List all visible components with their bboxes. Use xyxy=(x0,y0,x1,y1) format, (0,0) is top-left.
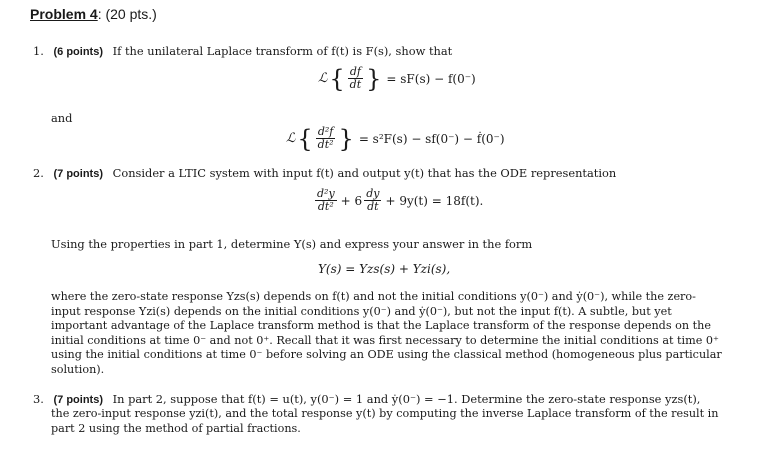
q1-equation-1 xyxy=(318,66,476,91)
eq1-rhs: = sF(s) − f(0⁻) xyxy=(386,71,476,86)
ode-rest: + 9y(t) = 18f(t). xyxy=(385,193,484,208)
frac-den: dt xyxy=(367,200,379,213)
brace-right-1: } xyxy=(366,64,382,93)
q2-text-line: input response Yzi(s) depends on the initial conditions y(0⁻) and ẏ(0⁻), but not the input f(t). A subtle, but yet xyxy=(51,304,672,318)
fraction-dy-dt xyxy=(364,188,381,213)
ode-plus6: + 6 xyxy=(340,193,363,208)
q2-instruction: Using the properties in part 1, determine Y(s) and express your answer in the form xyxy=(51,237,533,251)
frac-num: d²f xyxy=(317,125,334,138)
laplace-symbol-2: ℒ xyxy=(286,131,296,146)
q2-number: 2. xyxy=(33,166,44,180)
frac-den: dt² xyxy=(317,200,334,213)
q3-number: 3. xyxy=(33,392,44,406)
q2-text-line: initial conditions at time 0⁻ and not 0⁺. Recall that it was first necessary to determine the initial conditions at time 0⁺ xyxy=(51,333,719,347)
eq2-rhs: = s²F(s) − sf(0⁻) − ḟ(0⁻) xyxy=(358,131,505,146)
q2-text-line: where the zero-state response Yzs(s) depends on f(t) and not the initial conditions y(0⁻) and ẏ(0⁻), while the zero- xyxy=(51,290,696,303)
q1-intro: If the unilateral Laplace transform of f(t) is F(s), show that xyxy=(112,44,453,58)
brace-right-2: } xyxy=(338,124,354,153)
frac-den: dt xyxy=(349,78,362,91)
q3-text-line: In part 2, suppose that f(t) = u(t), y(0⁻) = 1 and ẏ(0⁻) = −1. Determine the zero-state response yzs(t), xyxy=(112,392,701,406)
q2-points: (7 points) xyxy=(53,168,103,180)
q2-explanation xyxy=(51,290,743,378)
q2-intro: Consider a LTIC system with input f(t) and output y(t) that has the ODE representation xyxy=(112,166,617,180)
q2-text-line: solution). xyxy=(51,362,105,376)
q3-text-line: part 2 using the method of partial fractions. xyxy=(51,421,301,435)
q1-line xyxy=(33,44,452,60)
fraction-df-dt xyxy=(348,66,363,91)
q2-line xyxy=(33,166,616,182)
problem-label: Problem 4 xyxy=(30,6,98,22)
q3-line xyxy=(33,392,700,408)
q3-continuation xyxy=(51,407,743,436)
problem-title xyxy=(30,6,157,22)
q3-text-line: the zero-input response yzi(t), and the total response y(t) by computing the inverse Laplace transform of the result in xyxy=(51,407,719,420)
q2-ode xyxy=(313,188,483,213)
q2-text-line: using the initial conditions at time 0⁻ before solving an ODE using the classical method (homogeneous plus particular xyxy=(51,348,722,362)
frac-num: d²y xyxy=(317,187,335,200)
q3-points: (7 points) xyxy=(53,394,103,406)
q1-equation-2 xyxy=(286,126,505,151)
q1-points: (6 points) xyxy=(53,46,103,58)
brace-left-2: { xyxy=(297,124,313,153)
q2-form-equation: Y(s) = Yzs(s) + Yzi(s), xyxy=(318,262,451,276)
frac-num: dy xyxy=(366,187,380,200)
brace-left-1: { xyxy=(329,64,345,93)
fraction-d2f-dt2 xyxy=(316,126,336,151)
laplace-symbol-1: ℒ xyxy=(318,71,328,86)
fraction-d2y-dt2 xyxy=(315,188,337,213)
problem-points: : (20 pts.) xyxy=(97,6,157,22)
frac-num: df xyxy=(349,65,361,78)
q2-text-line: important advantage of the Laplace transform method is that the Laplace transform of the response depends on the xyxy=(51,319,711,333)
q1-number: 1. xyxy=(33,44,44,58)
q1-and: and xyxy=(51,111,73,125)
frac-den: dt² xyxy=(317,138,334,151)
